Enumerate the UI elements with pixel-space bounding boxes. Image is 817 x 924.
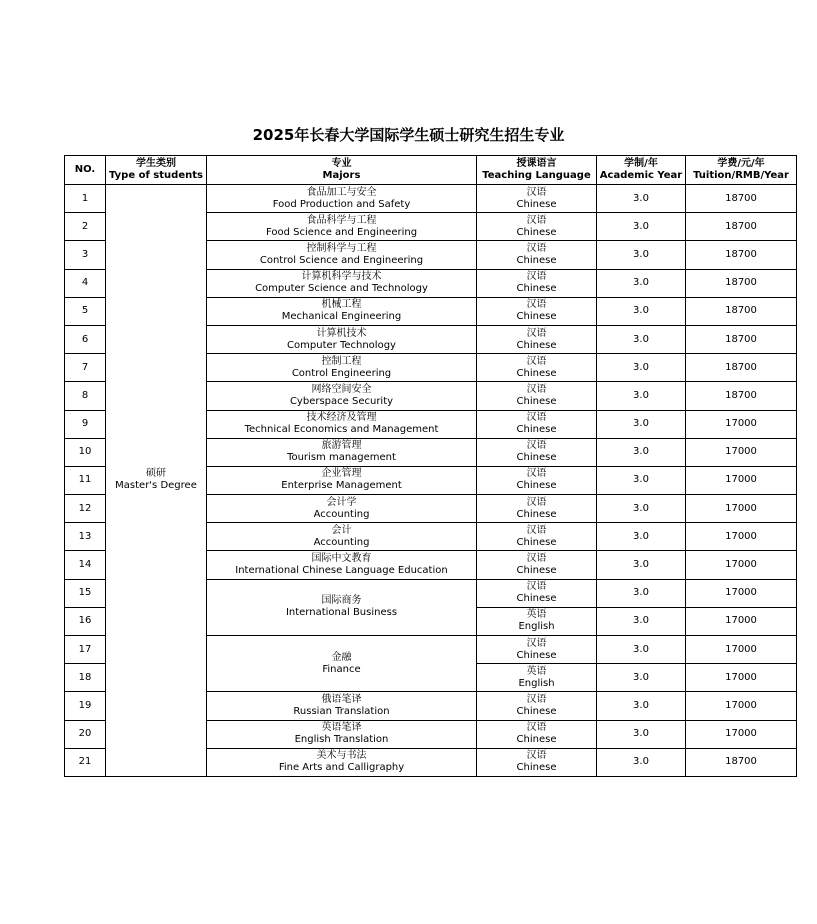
language-en: Chinese [516, 734, 557, 746]
language-cn: 汉语 [526, 581, 547, 593]
cell-academic-year: 3.0 [597, 579, 686, 607]
cell-language [477, 241, 597, 269]
cell-academic-year: 3.0 [597, 269, 686, 297]
header-type-cn: 学生类别 [136, 158, 176, 169]
cell-major [207, 382, 477, 410]
major-cn: 金融 [331, 651, 352, 663]
cell-tuition: 18700 [686, 748, 797, 776]
language-en: Chinese [516, 762, 557, 774]
header-no: NO. [65, 156, 106, 185]
major-cn: 控制工程 [321, 355, 362, 367]
cell-major [207, 325, 477, 353]
cell-tuition: 17000 [686, 692, 797, 720]
cell-academic-year: 3.0 [597, 325, 686, 353]
major-en: Fine Arts and Calligraphy [278, 762, 405, 774]
major-en: Food Science and Engineering [265, 226, 418, 238]
cell-academic-year: 3.0 [597, 213, 686, 241]
major-en: Mechanical Engineering [281, 311, 402, 323]
cell-academic-year: 3.0 [597, 410, 686, 438]
cell-no: 7 [65, 354, 106, 382]
cell-language [477, 213, 597, 241]
cell-academic-year: 3.0 [597, 664, 686, 692]
cell-language [477, 748, 597, 776]
cell-no: 14 [65, 551, 106, 579]
cell-no: 12 [65, 495, 106, 523]
table-header-row [65, 156, 797, 185]
major-cn: 网络空间安全 [311, 383, 372, 395]
table-row [65, 185, 797, 213]
cell-tuition: 18700 [686, 325, 797, 353]
language-en: Chinese [516, 311, 557, 323]
cell-language [477, 185, 597, 213]
major-en: Accounting [313, 508, 370, 520]
major-en: Computer Technology [287, 339, 396, 351]
cell-major [207, 636, 477, 692]
language-en: Chinese [516, 424, 557, 436]
header-major [207, 156, 477, 185]
cell-no: 1 [65, 185, 106, 213]
cell-language [477, 607, 597, 635]
table-body [65, 185, 797, 777]
cell-language [477, 636, 597, 664]
cell-student-type [106, 185, 207, 777]
cell-major [207, 495, 477, 523]
cell-academic-year: 3.0 [597, 495, 686, 523]
cell-academic-year: 3.0 [597, 748, 686, 776]
header-fee-en: Tuition/RMB/Year [693, 170, 789, 181]
major-cn: 食品科学与工程 [306, 214, 377, 226]
cell-academic-year: 3.0 [597, 382, 686, 410]
language-cn: 汉语 [526, 496, 547, 508]
student-type-en: Master's Degree [115, 480, 197, 492]
major-en: International Business [285, 607, 398, 619]
cell-academic-year: 3.0 [597, 720, 686, 748]
cell-academic-year: 3.0 [597, 438, 686, 466]
language-cn: 汉语 [526, 468, 547, 480]
language-cn: 汉语 [526, 412, 547, 424]
cell-major [207, 410, 477, 438]
major-en: Computer Science and Technology [255, 283, 428, 295]
language-en: Chinese [516, 283, 557, 295]
cell-language [477, 297, 597, 325]
cell-no: 2 [65, 213, 106, 241]
cell-language [477, 551, 597, 579]
cell-tuition: 18700 [686, 185, 797, 213]
language-cn: 汉语 [526, 440, 547, 452]
language-cn: 英语 [526, 609, 547, 621]
cell-no: 15 [65, 579, 106, 607]
cell-language [477, 438, 597, 466]
cell-tuition: 17000 [686, 551, 797, 579]
cell-major [207, 185, 477, 213]
language-cn: 汉语 [526, 271, 547, 283]
header-lang-cn: 授课语言 [516, 158, 557, 169]
cell-academic-year: 3.0 [597, 185, 686, 213]
language-en: Chinese [516, 705, 557, 717]
cell-tuition: 17000 [686, 636, 797, 664]
cell-academic-year: 3.0 [597, 297, 686, 325]
cell-no: 16 [65, 607, 106, 635]
major-en: Finance [322, 663, 361, 675]
language-cn: 汉语 [526, 750, 547, 762]
major-en: Cyberspace Security [289, 395, 394, 407]
cell-major [207, 523, 477, 551]
cell-no: 13 [65, 523, 106, 551]
cell-language [477, 269, 597, 297]
major-cn: 会计 [331, 524, 352, 536]
cell-tuition: 18700 [686, 241, 797, 269]
language-cn: 汉语 [526, 637, 547, 649]
header-year-cn: 学制/年 [624, 158, 658, 169]
major-en: Control Science and Engineering [259, 254, 424, 266]
language-en: English [518, 677, 555, 689]
major-cn: 英语笔译 [321, 722, 362, 734]
cell-language [477, 523, 597, 551]
language-en: Chinese [516, 226, 557, 238]
language-en: Chinese [516, 452, 557, 464]
cell-major [207, 354, 477, 382]
cell-major [207, 720, 477, 748]
cell-language [477, 382, 597, 410]
cell-language [477, 720, 597, 748]
major-cn: 美术与书法 [316, 750, 367, 762]
language-cn: 汉语 [526, 186, 547, 198]
language-en: Chinese [516, 649, 557, 661]
cell-major [207, 438, 477, 466]
major-cn: 企业管理 [321, 468, 362, 480]
language-en: Chinese [516, 367, 557, 379]
header-type [106, 156, 207, 185]
major-en: International Chinese Language Education [235, 565, 448, 577]
cell-no: 21 [65, 748, 106, 776]
language-cn: 汉语 [526, 242, 547, 254]
language-en: Chinese [516, 593, 557, 605]
language-en: Chinese [516, 395, 557, 407]
cell-major [207, 579, 477, 635]
cell-major [207, 466, 477, 494]
cell-language [477, 410, 597, 438]
language-en: Chinese [516, 339, 557, 351]
language-en: Chinese [516, 565, 557, 577]
cell-major [207, 692, 477, 720]
cell-major [207, 748, 477, 776]
cell-no: 4 [65, 269, 106, 297]
header-tuition [686, 156, 797, 185]
cell-tuition: 17000 [686, 495, 797, 523]
major-cn: 会计学 [326, 496, 357, 508]
language-en: Chinese [516, 254, 557, 266]
language-en: Chinese [516, 536, 557, 548]
language-cn: 汉语 [526, 693, 547, 705]
major-cn: 技术经济及管理 [306, 412, 377, 424]
cell-language [477, 692, 597, 720]
cell-major [207, 213, 477, 241]
cell-academic-year: 3.0 [597, 692, 686, 720]
major-cn: 控制科学与工程 [306, 242, 377, 254]
cell-tuition: 17000 [686, 466, 797, 494]
cell-no: 18 [65, 664, 106, 692]
cell-no: 8 [65, 382, 106, 410]
language-cn: 汉语 [526, 553, 547, 565]
cell-major [207, 551, 477, 579]
header-major-en: Majors [322, 170, 361, 181]
header-major-cn: 专业 [331, 158, 352, 169]
cell-no: 20 [65, 720, 106, 748]
major-cn: 计算机技术 [316, 327, 367, 339]
language-cn: 汉语 [526, 383, 547, 395]
header-academic-year [597, 156, 686, 185]
header-lang-en: Teaching Language [482, 170, 591, 181]
page-title: 2025年长春大学国际学生硕士研究生招生专业 [252, 126, 565, 144]
cell-language [477, 579, 597, 607]
cell-academic-year: 3.0 [597, 523, 686, 551]
cell-no: 17 [65, 636, 106, 664]
cell-major [207, 269, 477, 297]
cell-language [477, 495, 597, 523]
cell-language [477, 466, 597, 494]
cell-academic-year: 3.0 [597, 354, 686, 382]
major-cn: 计算机科学与技术 [301, 271, 382, 283]
major-en: Technical Economics and Management [244, 424, 439, 436]
cell-no: 3 [65, 241, 106, 269]
cell-no: 19 [65, 692, 106, 720]
major-en: English Translation [294, 734, 389, 746]
cell-language [477, 354, 597, 382]
cell-tuition: 18700 [686, 354, 797, 382]
major-cn: 国际商务 [321, 595, 362, 607]
cell-academic-year: 3.0 [597, 466, 686, 494]
language-en: Chinese [516, 508, 557, 520]
cell-no: 9 [65, 410, 106, 438]
cell-tuition: 18700 [686, 269, 797, 297]
cell-tuition: 17000 [686, 410, 797, 438]
language-cn: 汉语 [526, 722, 547, 734]
language-cn: 汉语 [526, 214, 547, 226]
language-en: English [518, 621, 555, 633]
language-cn: 汉语 [526, 355, 547, 367]
major-cn: 旅游管理 [321, 440, 362, 452]
cell-major [207, 241, 477, 269]
cell-tuition: 17000 [686, 579, 797, 607]
cell-tuition: 17000 [686, 438, 797, 466]
major-en: Food Production and Safety [272, 198, 411, 210]
cell-academic-year: 3.0 [597, 607, 686, 635]
language-en: Chinese [516, 480, 557, 492]
major-cn: 食品加工与安全 [306, 186, 377, 198]
language-cn: 英语 [526, 665, 547, 677]
header-language [477, 156, 597, 185]
student-type-cn: 硕研 [146, 468, 166, 480]
cell-tuition: 17000 [686, 720, 797, 748]
cell-no: 11 [65, 466, 106, 494]
major-en: Control Engineering [291, 367, 392, 379]
header-year-en: Academic Year [599, 170, 683, 181]
major-cn: 国际中文教育 [311, 553, 372, 565]
cell-major [207, 297, 477, 325]
header-fee-cn: 学费/元/年 [717, 158, 765, 169]
cell-no: 10 [65, 438, 106, 466]
cell-tuition: 17000 [686, 607, 797, 635]
major-cn: 机械工程 [321, 299, 362, 311]
major-en: Tourism management [287, 452, 396, 464]
cell-language [477, 664, 597, 692]
cell-academic-year: 3.0 [597, 551, 686, 579]
cell-academic-year: 3.0 [597, 636, 686, 664]
language-cn: 汉语 [526, 327, 547, 339]
cell-language [477, 325, 597, 353]
major-en: Accounting [313, 536, 370, 548]
major-en: Russian Translation [293, 705, 390, 717]
language-cn: 汉语 [526, 524, 547, 536]
language-en: Chinese [516, 198, 557, 210]
major-cn: 俄语笔译 [321, 693, 362, 705]
cell-tuition: 17000 [686, 664, 797, 692]
header-type-en: Type of students [109, 170, 203, 181]
cell-tuition: 18700 [686, 213, 797, 241]
cell-tuition: 17000 [686, 523, 797, 551]
cell-tuition: 18700 [686, 382, 797, 410]
cell-academic-year: 3.0 [597, 241, 686, 269]
major-en: Enterprise Management [281, 480, 402, 492]
cell-tuition: 18700 [686, 297, 797, 325]
majors-table [64, 155, 797, 777]
language-cn: 汉语 [526, 299, 547, 311]
cell-no: 5 [65, 297, 106, 325]
cell-no: 6 [65, 325, 106, 353]
